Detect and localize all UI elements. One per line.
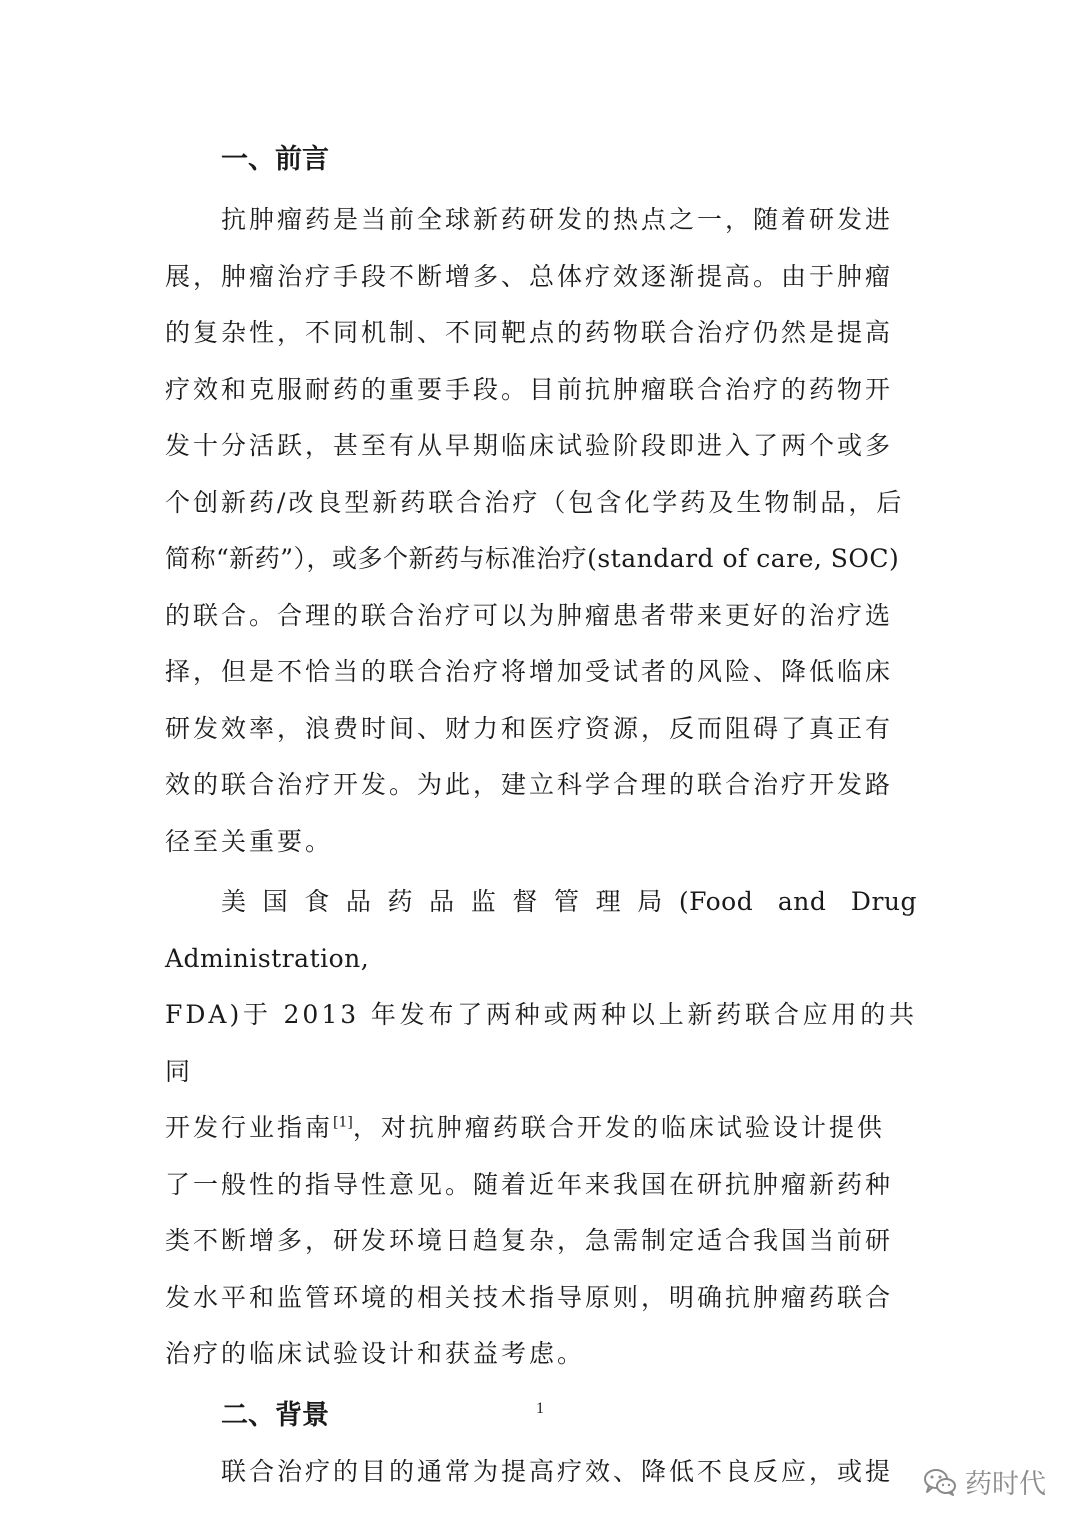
text-line: 疗效和克服耐药的重要手段。目前抗肿瘤联合治疗的药物开 <box>165 374 894 404</box>
text-line: 了一般性的指导性意见。随着近年来我国在研抗肿瘤新药种 <box>165 1169 894 1199</box>
text-line: FDA)于 2013 年发布了两种或两种以上新药联合应用的共同 <box>165 1000 917 1086</box>
text-fragment: ，对抗肿瘤药联合开发的临床试验设计提供 <box>352 1113 885 1142</box>
section-heading-preface: 一、前言 <box>221 144 329 175</box>
text-line: 个创新药/改良型新药联合治疗（包含化学药及生物制品，后 <box>165 487 905 517</box>
text-fragment: 开发行业指南 <box>165 1113 334 1142</box>
document-body <box>165 131 917 1500</box>
text-line: 的联合。合理的联合治疗可以为肿瘤患者带来更好的治疗选 <box>165 600 894 630</box>
watermark-text: 药时代 <box>965 1469 1046 1500</box>
text-line: 治疗的临床试验设计和获益考虑。 <box>165 1339 586 1368</box>
text-line: 效的联合治疗开发。为此，建立科学合理的联合治疗开发路 <box>165 770 894 799</box>
text-line: 抗肿瘤药是当前全球新药研发的热点之一，随着研发进 <box>221 205 894 234</box>
paragraph-background-1 <box>165 1444 917 1501</box>
text-line <box>165 1100 917 1157</box>
text-line: 简称“新药”），或多个新药与标准治疗(standard of care, SOC) <box>165 544 900 573</box>
paragraph-preface-1 <box>165 192 917 870</box>
watermark <box>923 1462 1046 1501</box>
text-line: 研发效率，浪费时间、财力和医疗资源，反而阻碍了真正有 <box>165 713 894 743</box>
text-line: 类不断增多，研发环境日趋复杂，急需制定适合我国当前研 <box>165 1226 894 1255</box>
section-heading-background: 二、背景 <box>221 1399 329 1431</box>
text-line: 发十分活跃，甚至有从早期临床试验阶段即进入了两个或多 <box>165 431 894 460</box>
text-line: 的复杂性，不同机制、不同靶点的药物联合治疗仍然是提高 <box>165 318 894 347</box>
text-line: 发水平和监管环境的相关技术指导原则，明确抗肿瘤药联合 <box>165 1282 894 1312</box>
wechat-icon <box>923 1467 957 1497</box>
text-line: 联合治疗的目的通常为提高疗效、降低不良反应，或提 <box>221 1456 894 1486</box>
text-line: 展，肿瘤治疗手段不断增多、总体疗效逐渐提高。由于肿瘤 <box>165 261 894 291</box>
text-line: 美国食品药品监督管理局(Food and Drug Administration, <box>165 887 917 973</box>
paragraph-preface-2 <box>165 874 917 1383</box>
text-line: 径至关重要。 <box>165 826 334 856</box>
citation-reference[interactable]: [1] <box>333 1114 353 1131</box>
page-number: 1 <box>536 1400 544 1417</box>
text-line: 择，但是不恰当的联合治疗将增加受试者的风险、降低临床 <box>165 657 894 686</box>
